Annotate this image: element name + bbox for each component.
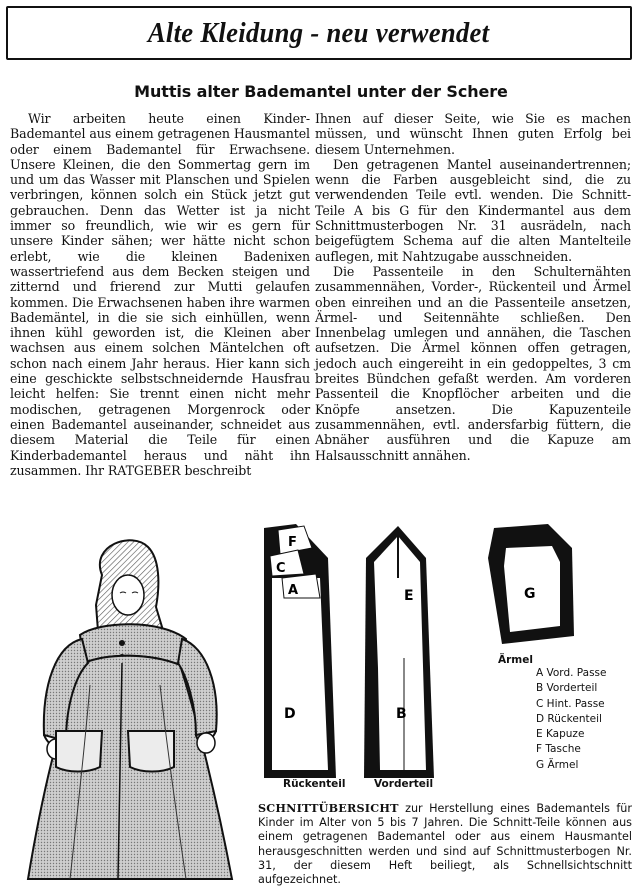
caption-lead: SCHNITTÜBERSICHT: [258, 801, 399, 815]
caption-text: zur Herstellung eines Bademantels für Kinder im Alter von 5 bis 7 Jahren. Die Schnitt-Teile können aus einem getragenen Bademantel oder aus einem Hausmantel herausgeschnitten werden und sind auf Schnittmusterbogen Nr. 31, der diesem Heft beiliegt, als Schnellsichtschnitt aufgezeichnet.: [258, 802, 632, 887]
paragraph-continuation: Ihnen auf dieser Seite, wie Sie es machen müssen, und wünscht Ihnen guten Erfolg bei diesem Unternehmen.: [315, 111, 631, 157]
piece-letter-F: F: [288, 535, 297, 550]
legend-item: C Hint. Passe: [536, 697, 605, 710]
legend-item: D Rückenteil: [536, 712, 602, 725]
paragraph: Die Passenteile in den Schulternähten zusammennähen, Vorder-, Rückenteil und Ärmel oben einreihen und an die Passenteile ansetzen, Ärmel- und Seitennähte schließen. Den Innenbelag umlegen und annähen, die Taschen aufsetzen. Die Ärmel können offen getragen, jedoch auch eingereiht in ein gedoppeltes, 3 cm breites Bündchen gefaßt werden. Am vorderen Passenteil die Knopflöcher arbeiten und die Knöpfe ansetzen. Die Kapuzenteile zusammennähen, evtl. andersfarbig füttern, die Abnäher ausführen und die Kapuze am Halsausschnitt annähen.: [315, 263, 631, 463]
back-panel-label: Rückenteil: [283, 778, 346, 790]
child-bathrobe-illustration: [10, 535, 250, 887]
legend-item: F Tasche: [536, 743, 581, 756]
legend-item: B Vorderteil: [536, 682, 598, 695]
piece-letter-D: D: [284, 706, 296, 722]
piece-letter-E: E: [404, 588, 414, 604]
paragraph: Wir arbeiten heute einen Kinder-Bademantel aus einem getragenen Hausmantel oder einem Bademantel für Erwachsene. Unsere Kleinen, die den Sommertag gern im und um das Wasser mit Planschen und Spielen verbringen, können solch ein Stück jetzt gut gebrauchen. Denn das Wetter ist ja nicht immer so freundlich, wie wir es gern für unsere Kinder sähen; wer hätte nicht schon erlebt, wie die kleinen Badenixen wassertriefend aus dem Becken steigen und zitternd und frierend zur Mutti gelaufen kommen. Die Erwachsenen haben ihre warmen Bademäntel, in die sie sich einhüllen, wenn ihnen kühl geworden ist, die Kleinen aber wachsen aus einem solchen Mäntelchen oft schon nach einem Jahr heraus. Hier kann sich eine geschickte selbstschneidernde Hausfrau leicht helfen: Sie trennt einen nicht mehr modischen, getragenen Morgenrock oder einen Bademantel auseinander, schneidet aus diesem Material die Teile für einen Kinderbademantel heraus und näht ihn zusammen. Ihr RATGEBER beschreibt: [10, 111, 310, 478]
section-banner: [6, 6, 632, 60]
section-title: Alte Kleidung - neu verwendet: [148, 16, 490, 49]
legend-item: E Kapuze: [536, 728, 585, 741]
legend-item: G Ärmel: [536, 758, 579, 771]
paragraph: Den getragenen Mantel auseinandertrennen; wenn die Farben ausgebleicht sind, die zu verwendenden Teile evtl. wenden. Die Schnitt-Teile A bis G für den Kindermantel aus dem Schnittmusterbogen Nr. 31 ausrädeln, nach beigefügtem Schema auf die alten Mantelteile auflegen, mit Nahtzugabe ausschneiden.: [315, 156, 631, 264]
article-headline: Muttis alter Bademantel unter der Schere: [134, 82, 508, 101]
figure-caption: [258, 801, 632, 887]
piece-letter-C: C: [276, 561, 286, 576]
article-column-left: [10, 111, 310, 478]
piece-letter-G: G: [524, 586, 536, 602]
pattern-legend: [496, 666, 636, 773]
sleeve-label: Ärmel: [498, 654, 533, 666]
front-panel-label: Vorderteil: [374, 778, 434, 790]
legend-item: A Vord. Passe: [536, 667, 607, 679]
piece-letter-A: A: [288, 583, 299, 598]
piece-letter-B: B: [396, 706, 407, 722]
article-column-right: [315, 111, 631, 463]
